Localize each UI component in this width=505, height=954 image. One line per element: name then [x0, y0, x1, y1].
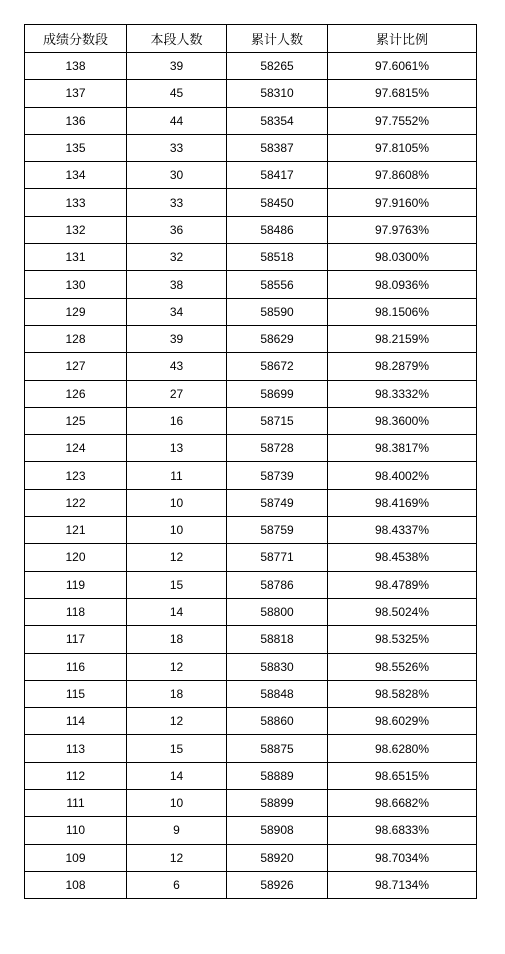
cumulative-count-cell: 58310	[227, 80, 328, 107]
cumulative-ratio-cell: 97.9160%	[328, 189, 477, 216]
segment-count-cell: 12	[127, 844, 227, 871]
table-row	[25, 107, 477, 134]
table-row	[25, 80, 477, 107]
table-row	[25, 162, 477, 189]
score-cell: 110	[25, 817, 127, 844]
cumulative-count-cell: 58518	[227, 244, 328, 271]
cumulative-count-cell: 58739	[227, 462, 328, 489]
score-cell: 138	[25, 53, 127, 80]
cumulative-count-cell: 58771	[227, 544, 328, 571]
table-row	[25, 134, 477, 161]
cumulative-ratio-cell: 97.8608%	[328, 162, 477, 189]
segment-count-cell: 15	[127, 571, 227, 598]
cumulative-ratio-cell: 98.4002%	[328, 462, 477, 489]
table-row	[25, 762, 477, 789]
table-row	[25, 517, 477, 544]
cumulative-ratio-cell: 98.4789%	[328, 571, 477, 598]
score-distribution-table	[24, 24, 477, 899]
table-row	[25, 216, 477, 243]
header-score-range: 成绩分数段	[25, 25, 127, 53]
score-cell: 135	[25, 134, 127, 161]
cumulative-count-cell: 58715	[227, 407, 328, 434]
segment-count-cell: 44	[127, 107, 227, 134]
segment-count-cell: 32	[127, 244, 227, 271]
cumulative-ratio-cell: 98.6280%	[328, 735, 477, 762]
score-cell: 131	[25, 244, 127, 271]
segment-count-cell: 6	[127, 871, 227, 898]
score-cell: 122	[25, 489, 127, 516]
segment-count-cell: 9	[127, 817, 227, 844]
cumulative-ratio-cell: 98.5828%	[328, 680, 477, 707]
segment-count-cell: 30	[127, 162, 227, 189]
cumulative-count-cell: 58800	[227, 598, 328, 625]
cumulative-count-cell: 58672	[227, 353, 328, 380]
table-row	[25, 871, 477, 898]
segment-count-cell: 43	[127, 353, 227, 380]
cumulative-count-cell: 58786	[227, 571, 328, 598]
cumulative-ratio-cell: 98.0936%	[328, 271, 477, 298]
cumulative-ratio-cell: 98.5526%	[328, 653, 477, 680]
table-row	[25, 571, 477, 598]
cumulative-ratio-cell: 98.6029%	[328, 708, 477, 735]
score-cell: 120	[25, 544, 127, 571]
cumulative-count-cell: 58354	[227, 107, 328, 134]
cumulative-ratio-cell: 98.2159%	[328, 325, 477, 352]
cumulative-count-cell: 58818	[227, 626, 328, 653]
cumulative-ratio-cell: 98.4169%	[328, 489, 477, 516]
score-cell: 133	[25, 189, 127, 216]
cumulative-count-cell: 58759	[227, 517, 328, 544]
cumulative-ratio-cell: 98.4337%	[328, 517, 477, 544]
score-cell: 108	[25, 871, 127, 898]
segment-count-cell: 18	[127, 626, 227, 653]
segment-count-cell: 39	[127, 325, 227, 352]
cumulative-ratio-cell: 97.9763%	[328, 216, 477, 243]
score-cell: 118	[25, 598, 127, 625]
segment-count-cell: 12	[127, 653, 227, 680]
cumulative-count-cell: 58875	[227, 735, 328, 762]
score-cell: 127	[25, 353, 127, 380]
score-cell: 119	[25, 571, 127, 598]
cumulative-count-cell: 58830	[227, 653, 328, 680]
cumulative-ratio-cell: 97.6815%	[328, 80, 477, 107]
score-cell: 116	[25, 653, 127, 680]
cumulative-ratio-cell: 97.8105%	[328, 134, 477, 161]
cumulative-count-cell: 58387	[227, 134, 328, 161]
table-row	[25, 598, 477, 625]
table-row	[25, 325, 477, 352]
table-row	[25, 462, 477, 489]
segment-count-cell: 14	[127, 762, 227, 789]
table-row	[25, 271, 477, 298]
cumulative-ratio-cell: 98.0300%	[328, 244, 477, 271]
cumulative-count-cell: 58265	[227, 53, 328, 80]
cumulative-count-cell: 58629	[227, 325, 328, 352]
segment-count-cell: 33	[127, 134, 227, 161]
cumulative-count-cell: 58908	[227, 817, 328, 844]
table-row	[25, 653, 477, 680]
table-row	[25, 735, 477, 762]
cumulative-count-cell: 58860	[227, 708, 328, 735]
score-cell: 117	[25, 626, 127, 653]
cumulative-count-cell: 58590	[227, 298, 328, 325]
score-cell: 137	[25, 80, 127, 107]
table-row	[25, 407, 477, 434]
segment-count-cell: 39	[127, 53, 227, 80]
score-cell: 114	[25, 708, 127, 735]
segment-count-cell: 45	[127, 80, 227, 107]
segment-count-cell: 11	[127, 462, 227, 489]
cumulative-ratio-cell: 98.3600%	[328, 407, 477, 434]
score-cell: 136	[25, 107, 127, 134]
table-header-row	[25, 25, 477, 53]
cumulative-ratio-cell: 98.3817%	[328, 435, 477, 462]
table-row	[25, 435, 477, 462]
score-cell: 109	[25, 844, 127, 871]
score-cell: 129	[25, 298, 127, 325]
segment-count-cell: 27	[127, 380, 227, 407]
score-cell: 128	[25, 325, 127, 352]
table-row	[25, 298, 477, 325]
cumulative-ratio-cell: 98.5024%	[328, 598, 477, 625]
cumulative-count-cell: 58450	[227, 189, 328, 216]
segment-count-cell: 15	[127, 735, 227, 762]
table-row	[25, 489, 477, 516]
cumulative-count-cell: 58699	[227, 380, 328, 407]
table-row	[25, 790, 477, 817]
cumulative-count-cell: 58749	[227, 489, 328, 516]
table-row	[25, 189, 477, 216]
table-row	[25, 544, 477, 571]
score-cell: 132	[25, 216, 127, 243]
header-cumulative-ratio: 累计比例	[328, 25, 477, 53]
score-cell: 134	[25, 162, 127, 189]
segment-count-cell: 34	[127, 298, 227, 325]
cumulative-ratio-cell: 98.6833%	[328, 817, 477, 844]
table-row	[25, 380, 477, 407]
cumulative-ratio-cell: 98.6682%	[328, 790, 477, 817]
segment-count-cell: 16	[127, 407, 227, 434]
cumulative-ratio-cell: 98.1506%	[328, 298, 477, 325]
cumulative-ratio-cell: 98.6515%	[328, 762, 477, 789]
segment-count-cell: 10	[127, 790, 227, 817]
score-cell: 126	[25, 380, 127, 407]
segment-count-cell: 18	[127, 680, 227, 707]
cumulative-ratio-cell: 98.3332%	[328, 380, 477, 407]
segment-count-cell: 14	[127, 598, 227, 625]
cumulative-count-cell: 58899	[227, 790, 328, 817]
cumulative-ratio-cell: 98.7134%	[328, 871, 477, 898]
cumulative-count-cell: 58556	[227, 271, 328, 298]
segment-count-cell: 10	[127, 517, 227, 544]
table-row	[25, 817, 477, 844]
score-cell: 124	[25, 435, 127, 462]
score-cell: 130	[25, 271, 127, 298]
score-cell: 113	[25, 735, 127, 762]
segment-count-cell: 36	[127, 216, 227, 243]
table-row	[25, 680, 477, 707]
score-cell: 111	[25, 790, 127, 817]
table-row	[25, 708, 477, 735]
segment-count-cell: 12	[127, 708, 227, 735]
table-body	[25, 53, 477, 899]
segment-count-cell: 12	[127, 544, 227, 571]
score-cell: 121	[25, 517, 127, 544]
cumulative-count-cell: 58848	[227, 680, 328, 707]
cumulative-count-cell: 58728	[227, 435, 328, 462]
segment-count-cell: 38	[127, 271, 227, 298]
segment-count-cell: 13	[127, 435, 227, 462]
segment-count-cell: 10	[127, 489, 227, 516]
score-cell: 125	[25, 407, 127, 434]
cumulative-count-cell: 58486	[227, 216, 328, 243]
cumulative-ratio-cell: 97.7552%	[328, 107, 477, 134]
header-cumulative-count: 累计人数	[227, 25, 328, 53]
cumulative-count-cell: 58926	[227, 871, 328, 898]
score-cell: 112	[25, 762, 127, 789]
cumulative-ratio-cell: 98.2879%	[328, 353, 477, 380]
cumulative-count-cell: 58417	[227, 162, 328, 189]
table-row	[25, 353, 477, 380]
cumulative-count-cell: 58889	[227, 762, 328, 789]
table-row	[25, 244, 477, 271]
table-row	[25, 53, 477, 80]
header-segment-count: 本段人数	[127, 25, 227, 53]
cumulative-ratio-cell: 97.6061%	[328, 53, 477, 80]
segment-count-cell: 33	[127, 189, 227, 216]
cumulative-count-cell: 58920	[227, 844, 328, 871]
cumulative-ratio-cell: 98.4538%	[328, 544, 477, 571]
score-cell: 123	[25, 462, 127, 489]
table-row	[25, 626, 477, 653]
cumulative-ratio-cell: 98.5325%	[328, 626, 477, 653]
cumulative-ratio-cell: 98.7034%	[328, 844, 477, 871]
score-cell: 115	[25, 680, 127, 707]
table-row	[25, 844, 477, 871]
